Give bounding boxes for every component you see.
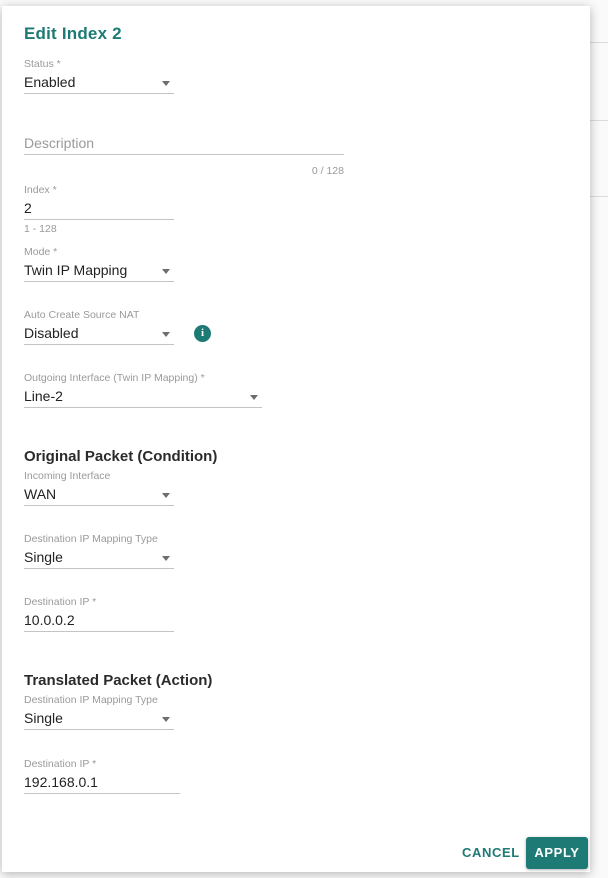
dialog-title: Edit Index 2 bbox=[24, 24, 122, 43]
translated-packet-section-title: Translated Packet (Action) bbox=[24, 672, 213, 689]
original-packet-section-title: Original Packet (Condition) bbox=[24, 448, 218, 465]
description-field[interactable] bbox=[24, 132, 344, 155]
chevron-down-icon[interactable] bbox=[250, 395, 258, 400]
chevron-down-icon[interactable] bbox=[162, 269, 170, 274]
outgoing-interface-field[interactable] bbox=[24, 372, 262, 408]
apply-button[interactable]: APPLY bbox=[526, 837, 588, 869]
mode-field[interactable] bbox=[24, 246, 174, 282]
translated-dest-ip-mapping-type-field[interactable] bbox=[24, 694, 174, 730]
original-destination-ip-field[interactable] bbox=[24, 596, 174, 632]
translated-destination-ip-label: Destination IP * bbox=[24, 758, 97, 770]
original-destination-ip-label: Destination IP * bbox=[24, 596, 97, 608]
description-underline bbox=[24, 154, 344, 155]
mode-underline bbox=[24, 281, 174, 282]
chevron-down-icon[interactable] bbox=[162, 556, 170, 561]
outgoing-interface-label: Outgoing Interface (Twin IP Mapping) * bbox=[24, 372, 205, 384]
status-field[interactable] bbox=[24, 58, 174, 94]
cancel-button[interactable]: CANCEL bbox=[462, 845, 520, 860]
translated-dest-ip-mapping-type-underline bbox=[24, 729, 174, 730]
incoming-interface-field[interactable] bbox=[24, 470, 174, 506]
incoming-interface-label: Incoming Interface bbox=[24, 470, 111, 482]
original-destination-ip-underline bbox=[24, 631, 174, 632]
status-label: Status * bbox=[24, 58, 61, 70]
status-value: Enabled bbox=[24, 74, 76, 90]
info-icon[interactable]: i bbox=[194, 325, 211, 342]
edit-index-dialog bbox=[2, 6, 590, 872]
original-dest-ip-mapping-type-label: Destination IP Mapping Type bbox=[24, 533, 158, 545]
chevron-down-icon[interactable] bbox=[162, 717, 170, 722]
index-underline bbox=[24, 219, 174, 220]
translated-dest-ip-mapping-type-value: Single bbox=[24, 710, 63, 726]
chevron-down-icon[interactable] bbox=[162, 493, 170, 498]
translated-destination-ip-value[interactable]: 192.168.0.1 bbox=[24, 774, 98, 790]
mode-value: Twin IP Mapping bbox=[24, 262, 128, 278]
translated-dest-ip-mapping-type-label: Destination IP Mapping Type bbox=[24, 694, 158, 706]
background-divider bbox=[590, 196, 608, 197]
incoming-interface-value: WAN bbox=[24, 486, 57, 502]
index-value[interactable]: 2 bbox=[24, 200, 32, 216]
outgoing-interface-value: Line-2 bbox=[24, 388, 63, 404]
auto-create-source-nat-value: Disabled bbox=[24, 325, 79, 341]
auto-create-source-nat-field[interactable] bbox=[24, 309, 174, 345]
auto-create-source-nat-underline bbox=[24, 344, 174, 345]
status-underline bbox=[24, 93, 174, 94]
description-counter: 0 / 128 bbox=[311, 165, 344, 177]
index-hint: 1 - 128 bbox=[24, 223, 57, 235]
original-dest-ip-mapping-type-underline bbox=[24, 568, 174, 569]
index-label: Index * bbox=[24, 184, 57, 196]
description-input[interactable]: Description bbox=[24, 135, 95, 151]
original-dest-ip-mapping-type-value: Single bbox=[24, 549, 63, 565]
original-dest-ip-mapping-type-field[interactable] bbox=[24, 533, 174, 569]
mode-label: Mode * bbox=[24, 246, 58, 258]
background-divider bbox=[590, 120, 608, 121]
translated-destination-ip-underline bbox=[24, 793, 180, 794]
outgoing-interface-underline bbox=[24, 407, 262, 408]
incoming-interface-underline bbox=[24, 505, 174, 506]
translated-destination-ip-field[interactable] bbox=[24, 758, 180, 794]
original-destination-ip-value[interactable]: 10.0.0.2 bbox=[24, 612, 75, 628]
chevron-down-icon[interactable] bbox=[162, 81, 170, 86]
index-field[interactable] bbox=[24, 184, 174, 235]
background-divider bbox=[590, 42, 608, 43]
chevron-down-icon[interactable] bbox=[162, 332, 170, 337]
auto-create-source-nat-label: Auto Create Source NAT bbox=[24, 309, 140, 321]
